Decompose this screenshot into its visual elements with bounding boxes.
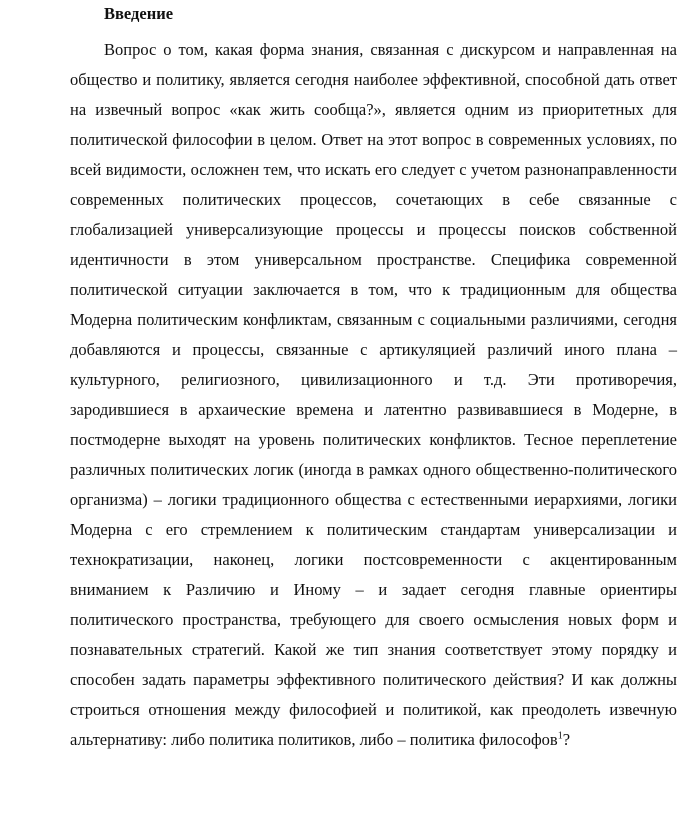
footnote-marker[interactable]: 1: [557, 730, 563, 742]
paragraph-text: Вопрос о том, какая форма знания, связанная с дискурсом и направленная на общество и политику, является сегодня наиболее эффективной, способной дать ответ на извечный вопрос «как жить сообща?», является одним из приоритетных для политической философии в целом. Ответ на этот вопрос в современных условиях, по всей видимости, осложнен тем, что искать его следует с учетом разнонаправленности современных политических процессов, сочетающих в себе связанные с глобализацией универсализующие процессы и процессы поисков собственной идентичности в этом универсальном пространстве. Специфика современной политической ситуации заключается в том, что к традиционным для общества Модерна политическим конфликтам, связанным с социальными различиями, сегодня добавляются и процессы, связанные с артикуляцией различий иного плана – культурного, религиозного, цивилизационного и т.д. Эти противоречия, зародившиеся в архаические времена и латентно развивавшиеся в Модерне, в постмодерне выходят на уровень политических конфликтов. Тесное переплетение различных политических логик (иногда в рамках одного общественно-политического организма) – логики традиционного общества с естественными иерархиями, логики Модерна с его стремлением к политическим стандартам универсализации и технократизации, наконец, логики постсовременности с акцентированным вниманием к Различию и Иному – и задает сегодня главные ориентиры политического пространства, требующего для своего осмысления новых форм и познавательных стратегий. Какой же тип знания соответствует этому порядку и способен задать параметры эффективного политического действия? И как должны строиться отношения между философией и политикой, как преодолеть извечную альтернативу: либо политика политиков, либо – политика философов: [70, 40, 677, 749]
paragraph-closing: ?: [562, 730, 571, 749]
body-paragraph: [70, 35, 677, 755]
section-heading: Введение: [104, 4, 174, 23]
